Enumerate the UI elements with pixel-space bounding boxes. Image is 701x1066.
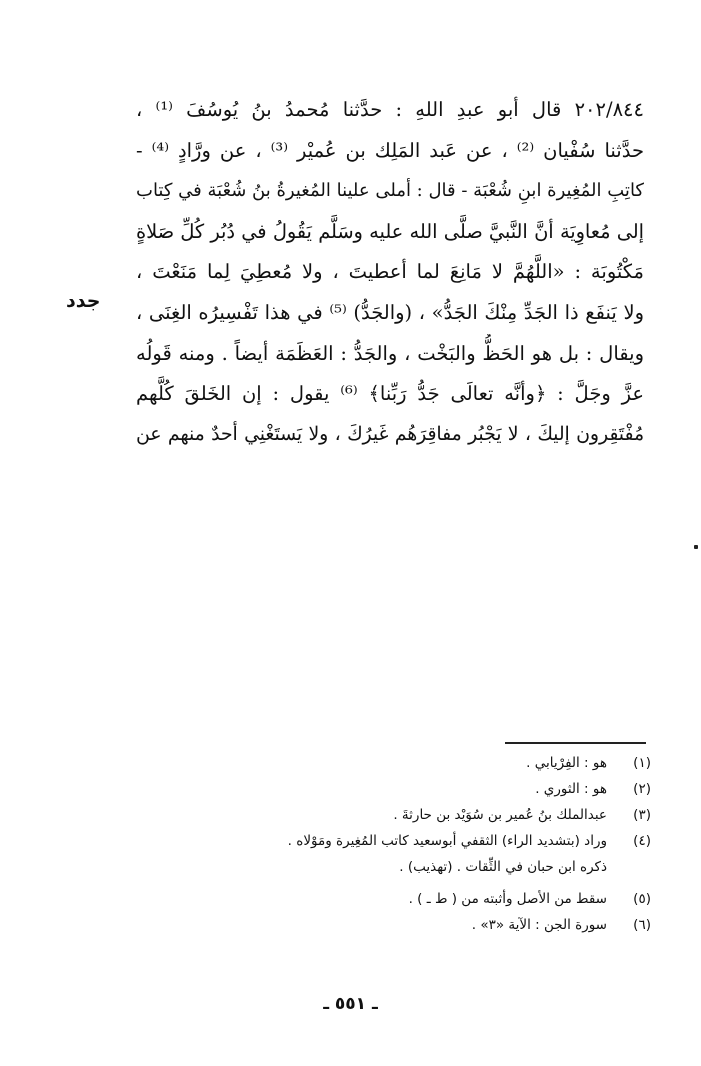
footnote-4 (91, 828, 651, 854)
text-line-5: مَكْتُوبَة : «اللَّهُمَّ لا مَانِعَ لما أعطيتَ ، ولا مُعطِيَ لِما مَنَعْتَ ، (136, 260, 644, 284)
footnote-3 (91, 802, 651, 828)
text-line-9: مُفْتَقِرون إليكَ ، لا يَجْبُر مفاقِرَهُم غَيرُكَ ، ولا يَستَغْنِي أحدٌ منهم عن (136, 423, 644, 445)
text-line-6: ولا يَنفَع ذا الجَدِّ مِنْكَ الجَدُّ» ، (والجَدُّ) ⁽⁵⁾ في هذا تَفْسِيرُه الغِنَى ، (136, 300, 644, 324)
footnote-number: (٦) (633, 917, 651, 933)
text-line-7: ويقال : بل هو الحَظُّ والبَخْت ، والجَدُّ : العَظَمَة أيضاً . ومنه قَولُه (136, 341, 644, 365)
text-line-3: كاتِبِ المُغِيرة ابنِ شُعْبَة - قال : أملى علينا المُغيرةُ بنُ شُعْبَة في كِتاب (136, 180, 644, 202)
footnote-text: وراد (بتشديد الراء) الثقفي أبوسعيد كاتب المُغِيرة ومَوْلاه . (287, 833, 607, 849)
footnote-text: عبدالملك بنُ عُمير بن سُوَيْد بن حارثةَ . (393, 807, 607, 823)
footnote-text: سقط من الأصل وأثبته من ( ط ـ ) . (408, 891, 607, 907)
margin-root-note: جدد (66, 290, 101, 312)
footnote-2 (91, 776, 651, 802)
page-number: ـ ٥٥١ ـ (323, 994, 378, 1014)
footnote-1 (91, 750, 651, 776)
text-line-4: إلى مُعاوِيَة أنَّ النَّبيَّ صلَّى الله عليه وسَلَّم يَقُولُ في دُبُر كُلِّ صَلاةٍ (136, 219, 644, 243)
footnote-number: (٥) (633, 891, 651, 907)
footnote-separator (505, 742, 646, 744)
text-line-8: عزَّ وجَلَّ : ﴿وأنَّه تعالَى جَدُّ رَبِّنا﴾ ⁽⁶⁾ يقول : إن الخَلقَ كُلَّهم (136, 382, 644, 406)
footnote-number: (٤) (633, 833, 651, 849)
footnote-4-continuation: ذكره ابن حبان في الثِّقات . (تهذيب) . (399, 859, 607, 875)
page-edge-mark (694, 545, 698, 549)
footnote-number: (٣) (633, 807, 651, 823)
footnote-text: هو : الفِرْيابي . (526, 755, 607, 771)
hadith-text-block (136, 90, 644, 455)
footnote-number: (١) (633, 755, 651, 771)
footnote-text: سورة الجن : الآية «٣» . (471, 917, 607, 933)
footnote-number: (٢) (633, 781, 651, 797)
text-line-2: حدَّثنا سُفْيان ⁽²⁾ ، عن عَبد المَلِك بن عُميْر ⁽³⁾ ، عن ورَّادٍ ⁽⁴⁾ - (136, 138, 644, 162)
footnote-5 (91, 886, 651, 912)
footnote-6 (91, 912, 651, 938)
text-line-1: ٢٠٢/٨٤٤ قال أبو عبدِ اللهِ : حدَّثنا مُحمدُ بنُ يُوسُفَ ⁽¹⁾ ، (136, 98, 644, 121)
footnote-text: هو : الثوري . (535, 781, 607, 797)
